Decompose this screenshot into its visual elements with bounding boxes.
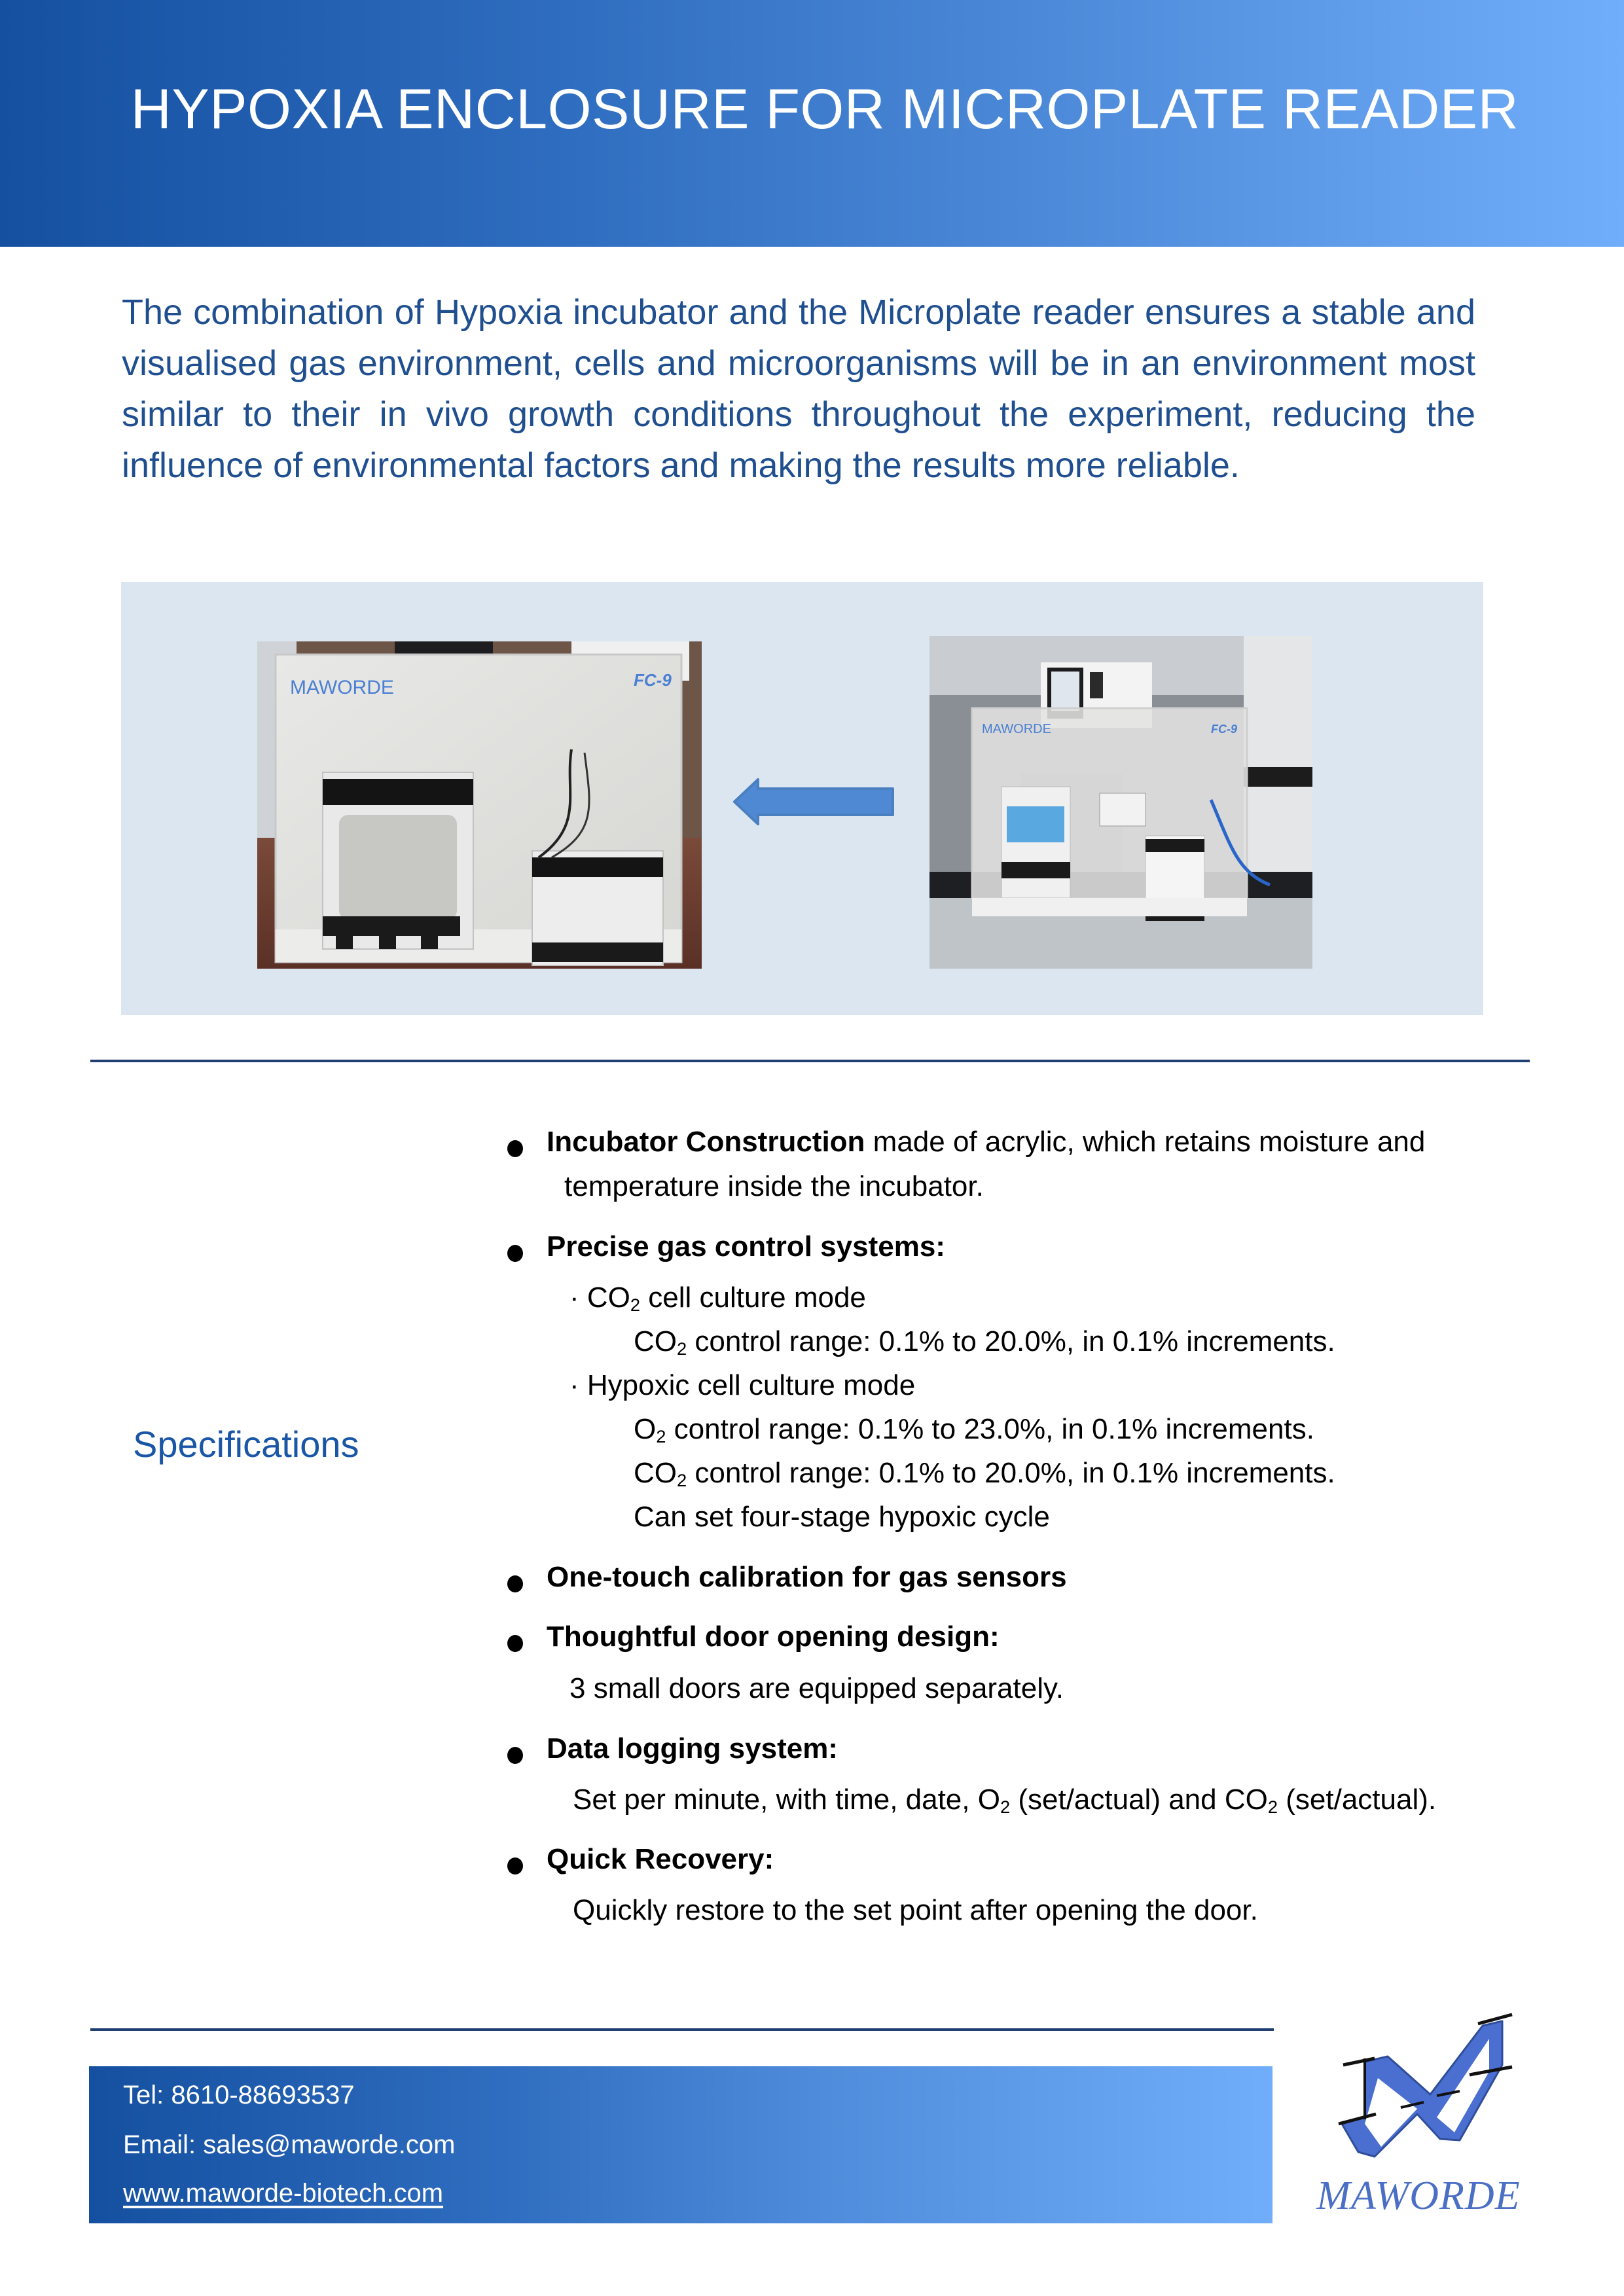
photo-model-label: FC-9 (634, 670, 672, 690)
website-link[interactable]: www.maworde-biotech.com (123, 2179, 444, 2208)
footer-divider (90, 2028, 1274, 2031)
spec-title: Incubator Construction (547, 1126, 865, 1158)
spec-text-continuation: temperature inside the incubator. (564, 1170, 984, 1202)
image-panel (121, 582, 1483, 1015)
contact-footer (89, 2066, 1272, 2223)
spec-detail: Quickly restore to the set point after opening the door. (573, 1894, 1258, 1926)
mode-detail: $CO_2$ control range: 0.1% to 20.0%, in 0.1% increments. (634, 1325, 1335, 1359)
mode-name: · Hypoxic cell culture mode (569, 1369, 916, 1401)
bullet-icon (507, 1747, 523, 1764)
header-banner (0, 0, 1624, 247)
photo-brand-label: MAWORDE (982, 722, 1051, 736)
company-logo (1303, 1983, 1532, 2219)
spec-title: Data logging system: (547, 1732, 838, 1765)
enclosure-photo (257, 641, 702, 969)
logo-wordmark: MAWORDE (1316, 2174, 1521, 2218)
bullet-icon (507, 1245, 523, 1262)
left-arrow-icon (733, 777, 895, 827)
photo-model-label: FC-9 (1211, 723, 1237, 736)
bullet-icon (507, 1140, 523, 1157)
spec-text: made of acrylic, which retains moisture and (865, 1126, 1426, 1158)
mode-detail: Can set four-stage hypoxic cycle (634, 1501, 1050, 1533)
mode-detail: $CO_2$ control range: 0.1% to 20.0%, in 0.1% increments. (634, 1457, 1335, 1490)
mode-name: · $CO_2$ cell culture mode (569, 1282, 866, 1315)
spec-title: Quick Recovery: (547, 1843, 774, 1875)
photo-brand-label: MAWORDE (290, 677, 394, 698)
bullet-icon (507, 1857, 523, 1874)
specifications-heading: Specifications (133, 1424, 359, 1465)
microplate-reader-photo (929, 636, 1312, 969)
bullet-icon (507, 1635, 523, 1652)
spec-title: Precise gas control systems: (547, 1230, 945, 1263)
spec-detail: 3 small doors are equipped separately. (569, 1672, 1064, 1704)
spec-title: One-touch calibration for gas sensors (547, 1561, 1067, 1593)
contact-tel: Tel: 8610-88693537 (123, 2081, 355, 2109)
bullet-icon (507, 1575, 523, 1592)
page-title: HYPOXIA ENCLOSURE FOR MICROPLATE READER (130, 78, 1519, 141)
section-divider (90, 1060, 1530, 1062)
spec-detail: Set per minute, with time, date, $O_2$ (set/actual) and $CO_2$ (set/actual). (573, 1784, 1437, 1817)
spec-title: Thoughtful door opening design: (547, 1621, 1000, 1653)
mode-detail: $O_2$ control range: 0.1% to 23.0%, in 0.1% increments. (634, 1413, 1314, 1446)
maworde-logo-icon (1303, 1983, 1532, 2173)
contact-email[interactable]: Email: sales@maworde.com (123, 2130, 456, 2159)
intro-paragraph: The combination of Hypoxia incubator and the Microplate reader ensures a stable and visualised gas environment, cells and microorganisms will be in an environment most similar to their in vivo growth conditions throughout the experiment, reducing the influence of environmental factors and making the results more reliable. (122, 293, 1475, 485)
